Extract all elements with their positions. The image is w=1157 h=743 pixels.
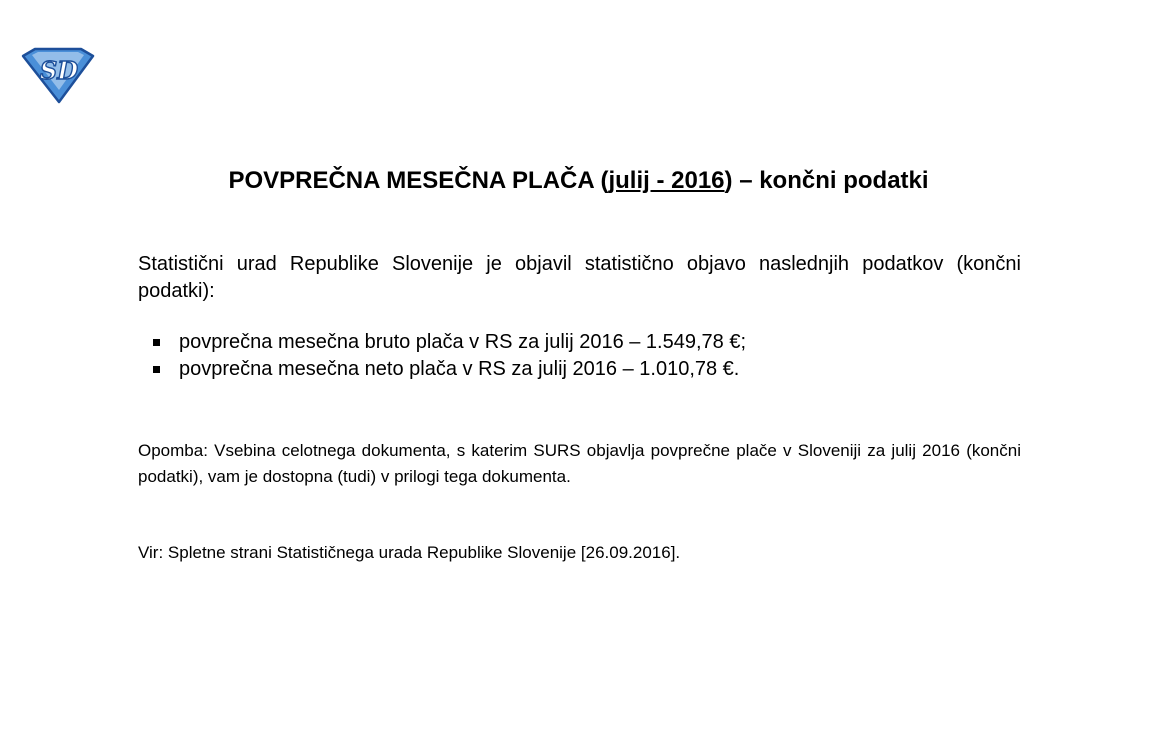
intro-paragraph: Statistični urad Republike Slovenije je objavil statistično objavo naslednjih podatkov (končni podatki): <box>138 253 1021 302</box>
source-line: Vir: Spletne strani Statističnega urada Republike Slovenije [26.09.2016]. <box>138 543 681 562</box>
list-item <box>152 329 1022 356</box>
title-prefix: POVPREČNA MESEČNA PLAČA ( <box>228 167 609 194</box>
logo-letters: SD <box>39 56 79 85</box>
title-suffix: ) – končni podatki <box>724 167 929 194</box>
title-period: julij - 2016 <box>608 167 725 194</box>
list-item <box>152 356 1022 383</box>
bullet-square-icon <box>153 339 160 346</box>
list-item-text: povprečna mesečna bruto plača v RS za julij 2016 – 1.549,78 €; <box>179 331 747 353</box>
salary-list <box>152 329 1022 383</box>
logo-emblem <box>20 46 96 104</box>
list-item-text: povprečna mesečna neto plača v RS za julij 2016 – 1.010,78 €. <box>179 358 740 380</box>
note-paragraph: Opomba: Vsebina celotnega dokumenta, s katerim SURS objavlja povprečne plače v Sloveniji za julij 2016 (končni podatki), vam je dostopna (tudi) v prilogi tega dokumenta. <box>138 441 1021 486</box>
bullet-square-icon <box>153 366 160 373</box>
page-title <box>0 166 1157 196</box>
